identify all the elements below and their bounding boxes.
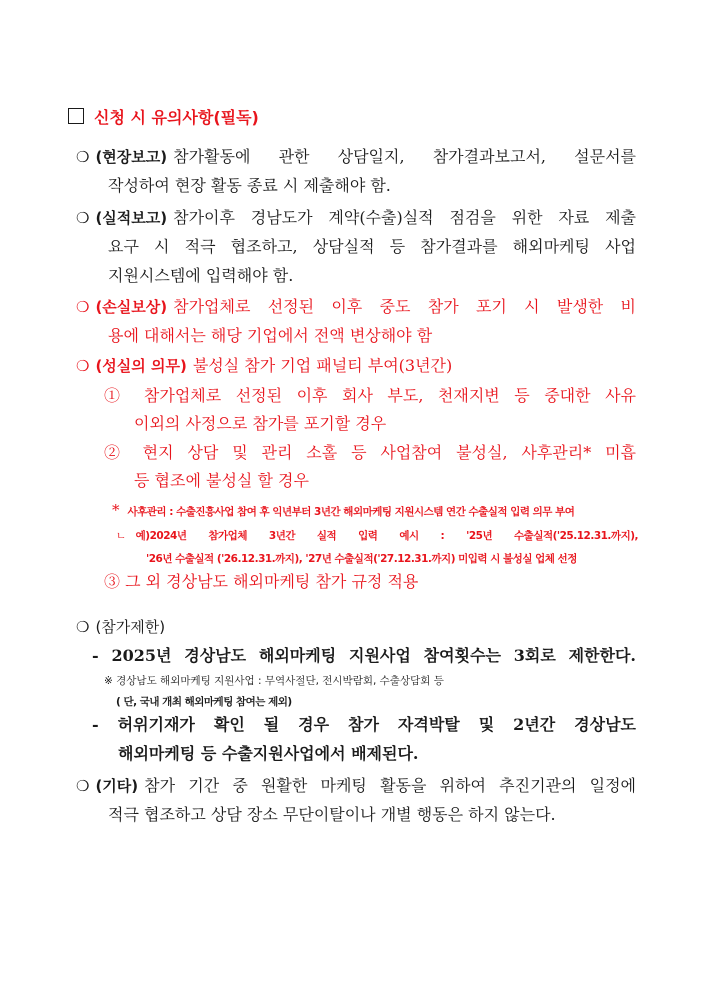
circle-bullet-icon: ❍ [76, 209, 90, 227]
item-limit-line1: - 2025년 경상남도 해외마케팅 지원사업 참여횟수는 3회로 제한한다. [92, 646, 636, 665]
circle-bullet-icon: ❍ [76, 618, 90, 636]
duty-note3: '26년 수출실적 ('26.12.31.까지), '27년 수출실적('27.12.31.까지) 미입력 시 불성실 업체 선정 [146, 553, 577, 565]
item-duty-sub3: ③ 그 외 경상남도 해외마케팅 참가 규정 적용 [104, 572, 419, 591]
section-title: 신청 시 유의사항(필독) [68, 108, 259, 128]
item-etc-line1: ❍ (기타) 참가 기간 중 원활한 마케팅 활동을 위하여 추진기관의 일정에 [76, 776, 636, 795]
item-perf-line2: 요구 시 적극 협조하고, 상담실적 등 참가결과를 해외마케팅 사업 [108, 237, 636, 256]
item-duty-sub1-line2: 이외의 사정으로 참가를 포기할 경우 [134, 414, 387, 433]
item-duty-sub1-line1: ① 참가업체로 선정된 이후 회사 부도, 천재지변 등 중대한 사유 [104, 386, 636, 405]
circle-bullet-icon: ❍ [76, 357, 90, 375]
item-perf-line3: 지원시스템에 입력해야 함. [108, 266, 294, 285]
item-perf-line1: ❍ (실적보고) 참가이후 경남도가 계약(수출)실적 점검을 위한 자료 제출 [76, 208, 636, 227]
item-loss-line2: 용에 대해서는 해당 기업에서 전액 변상해야 함 [108, 326, 433, 345]
item-duty-sub2-line1: ② 현지 상담 및 관리 소홀 등 사업참여 불성실, 사후관리* 미흡 [104, 443, 636, 462]
circle-bullet-icon: ❍ [76, 148, 90, 166]
item-duty-sub2-line2: 등 협조에 불성실 할 경우 [134, 471, 309, 490]
duty-note2: ㄴ 예)2024년 참가업체 3년간 실적 입력 예시 : '25년 수출실적('25.12.31.까지), [116, 530, 638, 542]
item-limit-line2: - 허위기재가 확인 될 경우 참가 자격박탈 및 2년간 경상남도 [92, 715, 636, 734]
item-limit-heading: ❍ (참가제한) [76, 618, 166, 636]
limit-note2: ( 단, 국내 개최 해외마케팅 참여는 제외) [116, 696, 292, 708]
item-etc-line2: 적극 협조하고 상담 장소 무단이탈이나 개별 행동은 하지 않는다. [108, 805, 556, 824]
circle-bullet-icon: ❍ [76, 298, 90, 316]
checkbox-square-icon [68, 108, 84, 124]
item-onsite-line1: ❍ (현장보고) 참가활동에 관한 상담일지, 참가결과보고서, 설문서를 [76, 147, 636, 166]
duty-note1: * 사후관리 : 수출진흥사업 참여 후 익년부터 3년간 해외마케팅 지원시스템 연간 수출실적 입력 의무 부여 [112, 501, 575, 519]
item-duty-line1: ❍ (성실의 의무) 불성실 참가 기업 패널티 부여(3년간) [76, 356, 453, 375]
item-loss-line1: ❍ (손실보상) 참가업체로 선정된 이후 중도 참가 포기 시 발생한 비 [76, 297, 636, 316]
item-limit-line3: 해외마케팅 등 수출지원사업에서 배제된다. [118, 744, 419, 763]
circle-bullet-icon: ❍ [76, 777, 90, 795]
limit-note1: ※ 경상남도 해외마케팅 지원사업 : 무역사절단, 전시박람회, 수출상담회 등 [104, 675, 444, 687]
item-onsite-line2: 작성하여 현장 활동 종료 시 제출해야 함. [108, 176, 391, 195]
